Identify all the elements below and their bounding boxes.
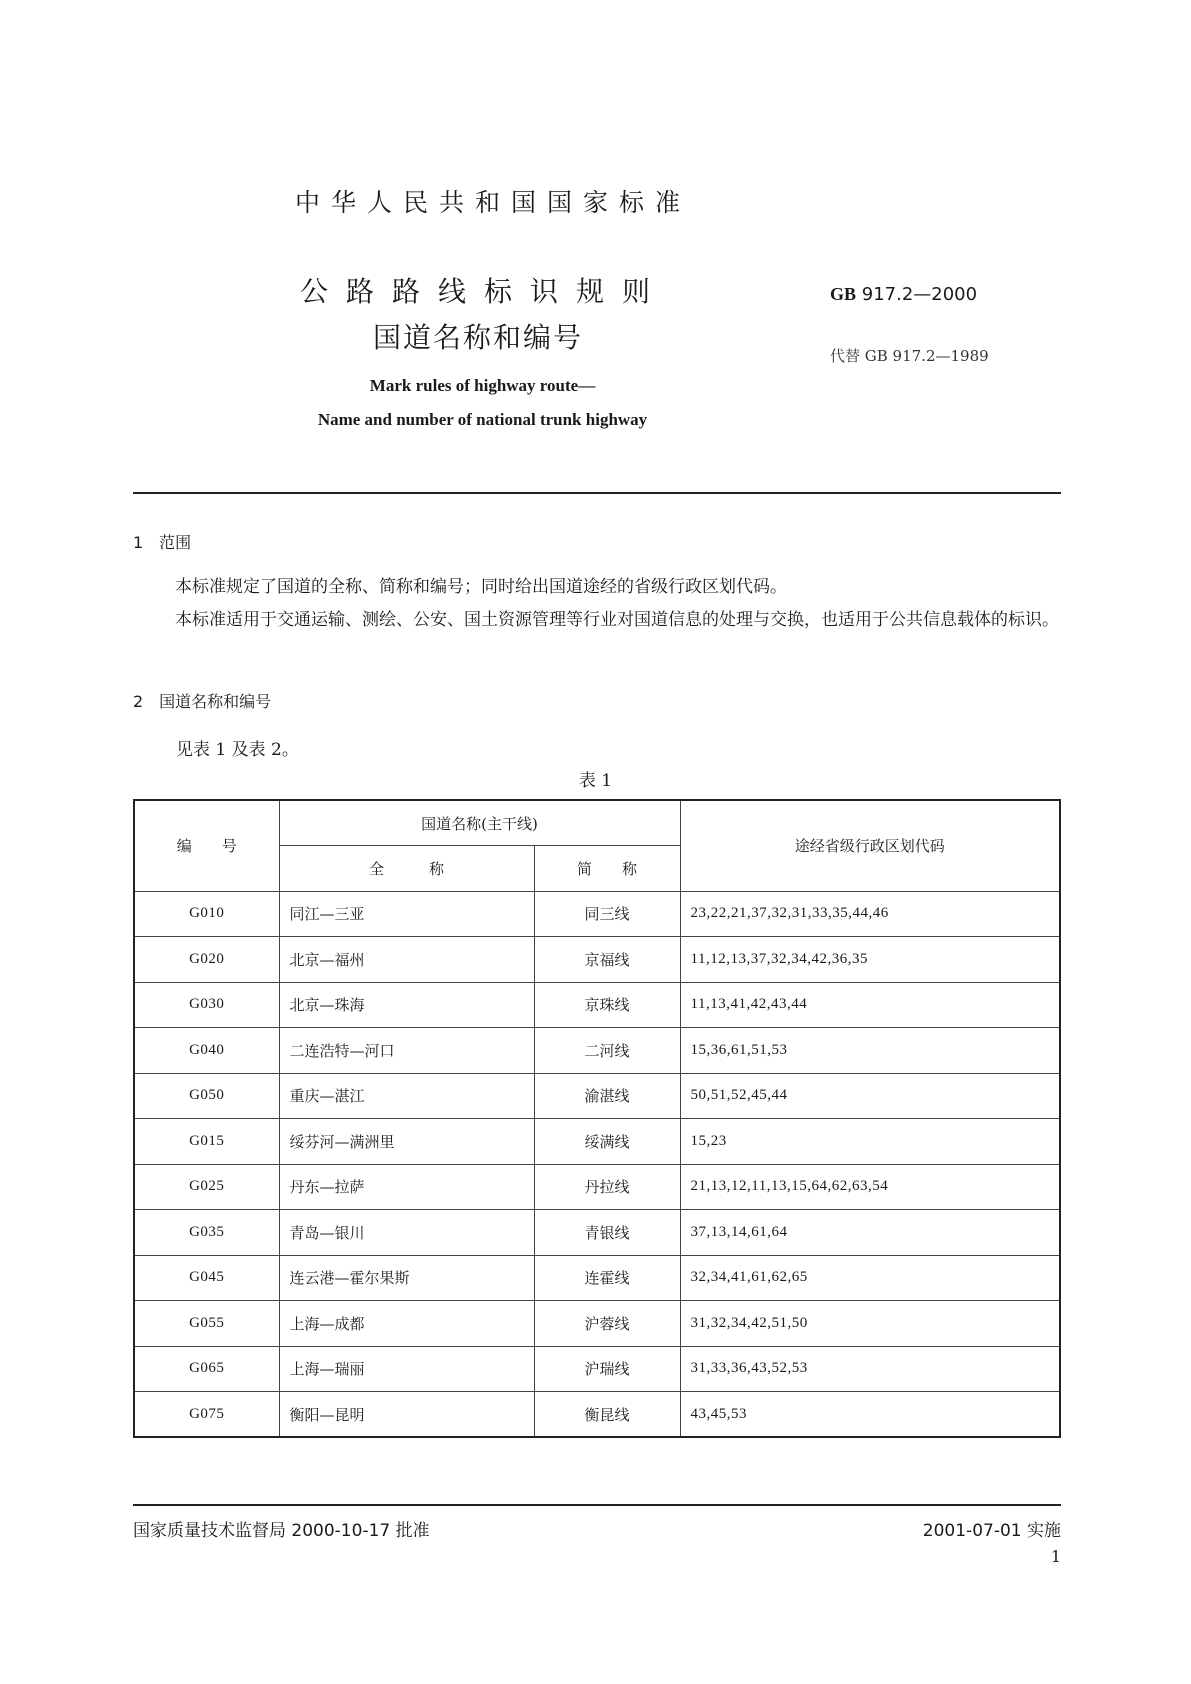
route-number: G055 xyxy=(134,1301,279,1347)
header-number: 编 号 xyxy=(134,800,279,891)
title-line-2: 国道名称和编号 xyxy=(373,321,584,354)
full-name: 上海—瑞丽 xyxy=(279,1346,534,1392)
short-name: 沪蓉线 xyxy=(534,1301,680,1347)
short-name: 丹拉线 xyxy=(534,1164,680,1210)
full-name: 同江—三亚 xyxy=(279,891,534,937)
full-name: 丹东—拉萨 xyxy=(279,1164,534,1210)
full-name: 衡阳—昆明 xyxy=(279,1392,534,1438)
short-name: 京珠线 xyxy=(534,982,680,1028)
province-codes: 15,36,61,51,53 xyxy=(680,1028,1060,1074)
header-name: 国道名称(主干线) xyxy=(279,800,680,846)
section-1-para-2: 本标准适用于交通运输、测绘、公安、国土资源管理等行业对国道信息的处理与交换，也适用于公共信息载体的标识。 xyxy=(175,610,1059,630)
gb-number: 917.2—2000 xyxy=(861,284,978,305)
national-highway-table xyxy=(133,799,1061,1438)
table-row xyxy=(134,1392,1060,1438)
short-name: 二河线 xyxy=(534,1028,680,1074)
full-name: 北京—珠海 xyxy=(279,982,534,1028)
route-number: G010 xyxy=(134,891,279,937)
route-number: G015 xyxy=(134,1119,279,1165)
route-number: G025 xyxy=(134,1164,279,1210)
full-name: 绥芬河—满洲里 xyxy=(279,1119,534,1165)
section-2-heading: 2 国道名称和编号 xyxy=(133,692,272,711)
full-name: 上海—成都 xyxy=(279,1301,534,1347)
province-codes: 37,13,14,61,64 xyxy=(680,1210,1060,1256)
header-short-name: 简 称 xyxy=(534,846,680,892)
route-number: G035 xyxy=(134,1210,279,1256)
province-codes: 31,33,36,43,52,53 xyxy=(680,1346,1060,1392)
header-codes: 途经省级行政区划代码 xyxy=(680,800,1060,891)
short-name: 京福线 xyxy=(534,937,680,983)
province-codes: 11,12,13,37,32,34,42,36,35 xyxy=(680,937,1060,983)
route-number: G065 xyxy=(134,1346,279,1392)
standard-type: 中华人民共和国国家标准 xyxy=(295,188,692,217)
route-number: G030 xyxy=(134,982,279,1028)
table-row xyxy=(134,1028,1060,1074)
full-name: 重庆—湛江 xyxy=(279,1073,534,1119)
table-row xyxy=(134,1210,1060,1256)
full-name: 北京—福州 xyxy=(279,937,534,983)
short-name: 沪瑞线 xyxy=(534,1346,680,1392)
gb-prefix: GB xyxy=(830,284,857,304)
route-number: G050 xyxy=(134,1073,279,1119)
table-row xyxy=(134,1346,1060,1392)
table-caption: 表 1 xyxy=(578,771,613,791)
short-name: 青银线 xyxy=(534,1210,680,1256)
section-1-heading: 1 范围 xyxy=(133,533,192,552)
table-row xyxy=(134,1164,1060,1210)
english-title-1: Mark rules of highway route— xyxy=(369,376,596,395)
footer-rule xyxy=(133,1504,1061,1506)
province-codes: 50,51,52,45,44 xyxy=(680,1073,1060,1119)
full-name: 青岛—银川 xyxy=(279,1210,534,1256)
province-codes: 31,32,34,42,51,50 xyxy=(680,1301,1060,1347)
section-1-para-1: 本标准规定了国道的全称、简称和编号；同时给出国道途经的省级行政区划代码。 xyxy=(175,577,787,597)
route-number: G075 xyxy=(134,1392,279,1438)
short-name: 衡昆线 xyxy=(534,1392,680,1438)
province-codes: 15,23 xyxy=(680,1119,1060,1165)
short-name: 绥满线 xyxy=(534,1119,680,1165)
table-row xyxy=(134,937,1060,983)
replaces-note: 代替 GB 917.2—1989 xyxy=(830,347,989,365)
route-number: G045 xyxy=(134,1255,279,1301)
route-number: G020 xyxy=(134,937,279,983)
header-rule xyxy=(133,492,1061,494)
province-codes: 11,13,41,42,43,44 xyxy=(680,982,1060,1028)
standard-number xyxy=(830,284,977,305)
section-2-para: 见表 1 及表 2。 xyxy=(176,740,299,760)
header-full-name: 全 称 xyxy=(279,846,534,892)
province-codes: 32,34,41,61,62,65 xyxy=(680,1255,1060,1301)
route-number: G040 xyxy=(134,1028,279,1074)
province-codes: 43,45,53 xyxy=(680,1392,1060,1438)
table-row xyxy=(134,891,1060,937)
table-row xyxy=(134,1255,1060,1301)
short-name: 连霍线 xyxy=(534,1255,680,1301)
title-line-1: 公路路线标识规则 xyxy=(300,275,669,308)
short-name: 同三线 xyxy=(534,891,680,937)
table-row xyxy=(134,1119,1060,1165)
full-name: 连云港—霍尔果斯 xyxy=(279,1255,534,1301)
short-name: 渝湛线 xyxy=(534,1073,680,1119)
approval-note: 国家质量技术监督局 2000-10-17 批准 xyxy=(133,1521,430,1541)
effective-date: 2001-07-01 实施 xyxy=(922,1521,1061,1541)
province-codes: 23,22,21,37,32,31,33,35,44,46 xyxy=(680,891,1060,937)
full-name: 二连浩特—河口 xyxy=(279,1028,534,1074)
table-row xyxy=(134,1301,1060,1347)
province-codes: 21,13,12,11,13,15,64,62,63,54 xyxy=(680,1164,1060,1210)
table-row xyxy=(134,982,1060,1028)
english-title-2: Name and number of national trunk highway xyxy=(317,410,648,429)
page-number: 1 xyxy=(1050,1547,1061,1566)
table-row xyxy=(134,1073,1060,1119)
